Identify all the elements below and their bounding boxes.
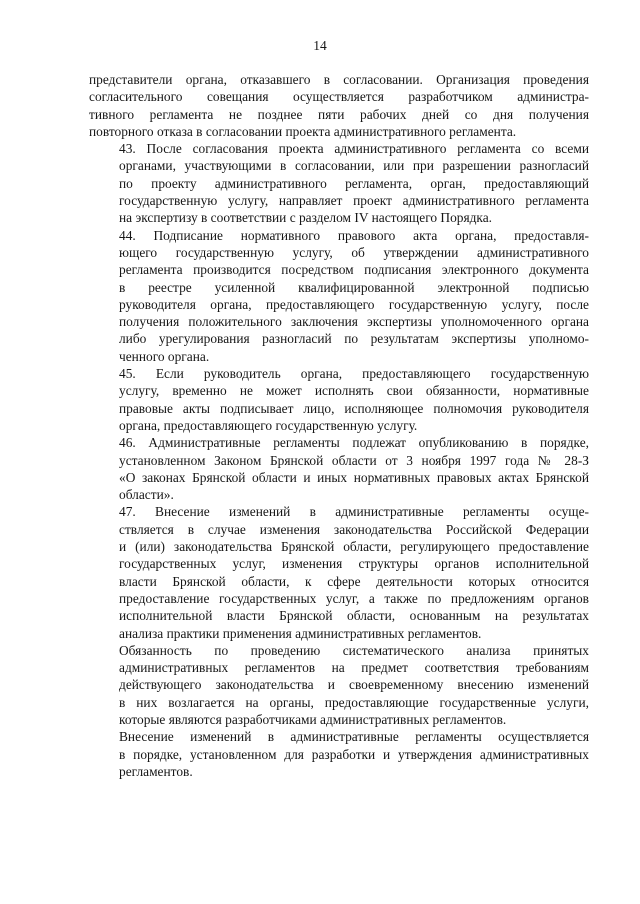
text-line: административных регламентов на предмет соответствия требованиям: [119, 660, 589, 676]
text-line: либо урегулирования разногласий по результатам экспертизы уполномо-: [119, 331, 589, 347]
text-line: ченного органа.: [119, 348, 210, 364]
text-line: правовые акты подписывает лицо, исполняющее полномочия руководителя: [119, 400, 589, 416]
text-line: согласительного совещания осуществляется разработчиком администра-: [89, 89, 589, 105]
text-line: 43. После согласования проекта административного регламента со всеми: [119, 141, 589, 157]
text-line: регламентов.: [119, 763, 193, 779]
text-line: в них возлагается на органы, предоставляющие государственные услуги,: [119, 694, 589, 710]
text-line: которые являются разработчиками административных регламентов.: [119, 711, 507, 727]
text-line: тивного регламента не позднее пяти рабочих дней со дня получения: [89, 106, 589, 122]
text-line: Обязанность по проведению систематического анализа принятых: [119, 642, 589, 658]
text-line: руководителя органа, предоставляющего государственную услугу, после: [119, 296, 589, 312]
text-line: Внесение изменений в административные регламенты осуществляется: [119, 729, 589, 745]
text-line: органа, предоставляющего государственную услугу.: [119, 417, 418, 433]
text-line: регламента производится посредством подписания электронного документа: [119, 262, 589, 278]
text-line: государственных услуг, изменения структуры органов исполнительной: [119, 556, 589, 572]
text-line: получения положительного заключения экспертизы уполномоченного органа: [119, 314, 589, 330]
text-line: в порядке, установленном для разработки и утверждения административных: [119, 746, 589, 762]
text-line: ствляется в случае изменения законодательства Российской Федерации: [119, 521, 589, 537]
document-body: [89, 71, 589, 780]
text-line: представители органа, отказавшего в согласовании. Организация проведения: [89, 72, 589, 87]
text-line: установленном Законом Брянской области от 3 ноября 1997 года № 28-З: [119, 452, 589, 468]
text-line: повторного отказа в согласовании проекта административного регламента.: [89, 123, 517, 139]
paragraph: [89, 728, 589, 780]
paragraph: [89, 140, 589, 226]
paragraph: [89, 71, 589, 140]
text-line: предоставление государственных услуг, а также по предложениям органов: [119, 590, 589, 606]
paragraph: [89, 434, 589, 503]
text-line: на экспертизу в соответствии с разделом IV настоящего Порядка.: [119, 210, 493, 226]
text-line: органами, участвующими в согласовании, или при разрешении разногласий: [119, 158, 589, 174]
text-line: анализа практики применения административных регламентов.: [119, 625, 482, 641]
text-line: власти Брянской области, к сфере деятельности которых относится: [119, 573, 589, 589]
text-line: 46. Административные регламенты подлежат опубликованию в порядке,: [119, 435, 589, 451]
page-number: 14: [313, 38, 327, 53]
text-line: 47. Внесение изменений в административные регламенты осуще-: [119, 504, 589, 520]
paragraph: [89, 365, 589, 434]
paragraph: [89, 227, 589, 365]
text-line: исполнительной власти Брянской области, основанным на результатах: [119, 608, 589, 624]
text-line: действующего законодательства и своевременному внесению изменений: [119, 677, 589, 693]
text-line: услугу, временно не может исполнять свои обязанности, нормативные: [119, 383, 589, 399]
paragraph: [89, 503, 589, 641]
text-line: 45. Если руководитель органа, предоставляющего государственную: [119, 366, 589, 382]
text-line: по проекту административного регламента, орган, предоставляющий: [119, 175, 589, 191]
text-line: ющего государственную услугу, об утверждении административного: [119, 244, 589, 260]
paragraph: [89, 642, 589, 728]
text-line: области».: [119, 487, 174, 503]
text-line: 44. Подписание нормативного правового акта органа, предоставля-: [119, 227, 589, 243]
text-line: государственную услугу, направляет проект административного регламента: [119, 193, 589, 209]
text-line: и (или) законодательства Брянской области, регулирующего предоставление: [119, 539, 589, 555]
text-line: в реестре усиленной квалифицированной электронной подписью: [119, 279, 589, 295]
text-line: «О законах Брянской области и иных нормативных правовых актах Брянской: [119, 469, 589, 485]
